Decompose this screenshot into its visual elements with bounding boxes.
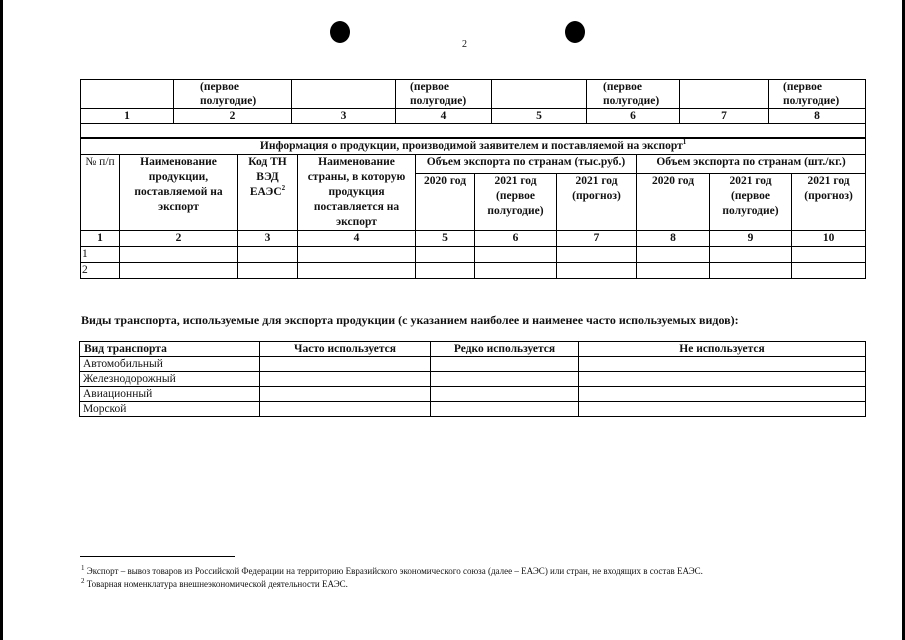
table-cell [710, 247, 792, 263]
table-row [81, 263, 866, 279]
table-cell [710, 263, 792, 279]
footnote-ref: 1 [682, 138, 687, 147]
transport-heading: Виды транспорта, используемые для экспорта продукции (с указанием наиболее и наименее часто используемых видов): [81, 313, 739, 327]
transport-type: Автомобильный [80, 357, 260, 372]
year-2020-pcs: 2020 год [637, 174, 710, 231]
column-number: 10 [792, 231, 866, 247]
transport-type: Морской [80, 402, 260, 417]
cont-col-number: 2 [174, 109, 292, 124]
table-cell [260, 387, 431, 402]
punch-hole-right [565, 21, 585, 43]
row-number: 1 [81, 247, 120, 263]
transport-col-type: Вид транспорта [80, 342, 260, 357]
table-cell [298, 263, 416, 279]
cont-col-number: 6 [587, 109, 680, 124]
table-cell [416, 263, 475, 279]
column-number: 1 [81, 231, 120, 247]
group-volume-pcs-header: Объем экспорта по странам (шт./кг.) [637, 155, 866, 174]
page-number: 2 [462, 39, 467, 50]
footnote-2: $^2$ Товарная номенклатура внешнеэкономической деятельности ЕАЭС. [81, 577, 348, 589]
table-cell [120, 247, 238, 263]
table-cell [579, 387, 866, 402]
table-cell [637, 247, 710, 263]
cont-cell-empty [492, 80, 587, 109]
column-number: 4 [298, 231, 416, 247]
table-cell [637, 263, 710, 279]
transport-col-never: Не используется [579, 342, 866, 357]
table-row [80, 357, 866, 372]
transport-col-often: Часто используется [260, 342, 431, 357]
year-2021-forecast-rub: 2021 год (прогноз) [557, 174, 637, 231]
year-2020-rub: 2020 год [416, 174, 475, 231]
table-cell [475, 247, 557, 263]
cont-cell-empty [81, 80, 174, 109]
year-2021-half-pcs: 2021 год (первое полугодие) [710, 174, 792, 231]
table-cell [792, 263, 866, 279]
cont-col-number: 8 [769, 109, 866, 124]
table-cell [475, 263, 557, 279]
footnote-ref: 2 [281, 184, 286, 193]
continuation-table [80, 79, 866, 138]
year-2021-half-rub: 2021 год (первое полугодие) [475, 174, 557, 231]
col-tn-ved-code-header: Код ТН ВЭД ЕАЭС$^2$ [238, 155, 298, 231]
cont-col-number: 3 [292, 109, 396, 124]
table-cell [260, 402, 431, 417]
table-row [80, 402, 866, 417]
table-row [81, 247, 866, 263]
table-cell [557, 247, 637, 263]
table-cell [431, 402, 579, 417]
table-row [80, 387, 866, 402]
cont-cell-empty [292, 80, 396, 109]
column-number: 6 [475, 231, 557, 247]
transport-col-rarely: Редко используется [431, 342, 579, 357]
cont-half-label: (первое полугодие) [174, 80, 292, 109]
col-number-header: № п/п [81, 155, 120, 231]
column-number: 9 [710, 231, 792, 247]
group-volume-rub-header: Объем экспорта по странам (тыс.руб.) [416, 155, 637, 174]
table-row [80, 372, 866, 387]
product-info-title: Информация о продукции, производимой заявителем и поставляемой на экспорт$^1$ [81, 139, 866, 155]
table-cell [579, 357, 866, 372]
punch-hole-left [330, 21, 350, 43]
cont-blank-row [81, 124, 866, 138]
table-cell [579, 402, 866, 417]
product-info-table [80, 138, 866, 279]
cont-col-number: 1 [81, 109, 174, 124]
transport-type: Авиационный [80, 387, 260, 402]
table-cell [260, 372, 431, 387]
table-cell [260, 357, 431, 372]
year-2021-forecast-pcs: 2021 год (прогноз) [792, 174, 866, 231]
cont-half-label: (первое полугодие) [769, 80, 866, 109]
table-cell [431, 387, 579, 402]
column-number: 8 [637, 231, 710, 247]
column-number: 3 [238, 231, 298, 247]
cont-col-number: 4 [396, 109, 492, 124]
cont-col-number: 7 [680, 109, 769, 124]
table-cell [238, 247, 298, 263]
table-cell [120, 263, 238, 279]
column-number: 7 [557, 231, 637, 247]
cont-cell-empty [680, 80, 769, 109]
footnote-separator [80, 556, 235, 557]
table-cell [557, 263, 637, 279]
table-cell [431, 357, 579, 372]
cont-half-label: (первое полугодие) [396, 80, 492, 109]
table-cell [579, 372, 866, 387]
table-cell [431, 372, 579, 387]
column-number: 2 [120, 231, 238, 247]
table-cell [792, 247, 866, 263]
transport-type: Железнодорожный [80, 372, 260, 387]
row-number: 2 [81, 263, 120, 279]
table-cell [416, 247, 475, 263]
scan-left-edge [0, 0, 3, 640]
table-cell [298, 247, 416, 263]
column-number: 5 [416, 231, 475, 247]
table-cell [238, 263, 298, 279]
col-product-name-header: Наименование продукции, поставляемой на экспорт [120, 155, 238, 231]
transport-table [79, 341, 866, 417]
footnote-1: $^1$ Экспорт – вывоз товаров из Российской Федерации на территорию Евразийского экономического союза (далее – ЕАЭС) или стран, не входящих в состав ЕАЭС. [81, 564, 703, 576]
cont-col-number: 5 [492, 109, 587, 124]
cont-half-label: (первое полугодие) [587, 80, 680, 109]
col-countries-header: Наименование страны, в которую продукция поставляется на экспорт [298, 155, 416, 231]
